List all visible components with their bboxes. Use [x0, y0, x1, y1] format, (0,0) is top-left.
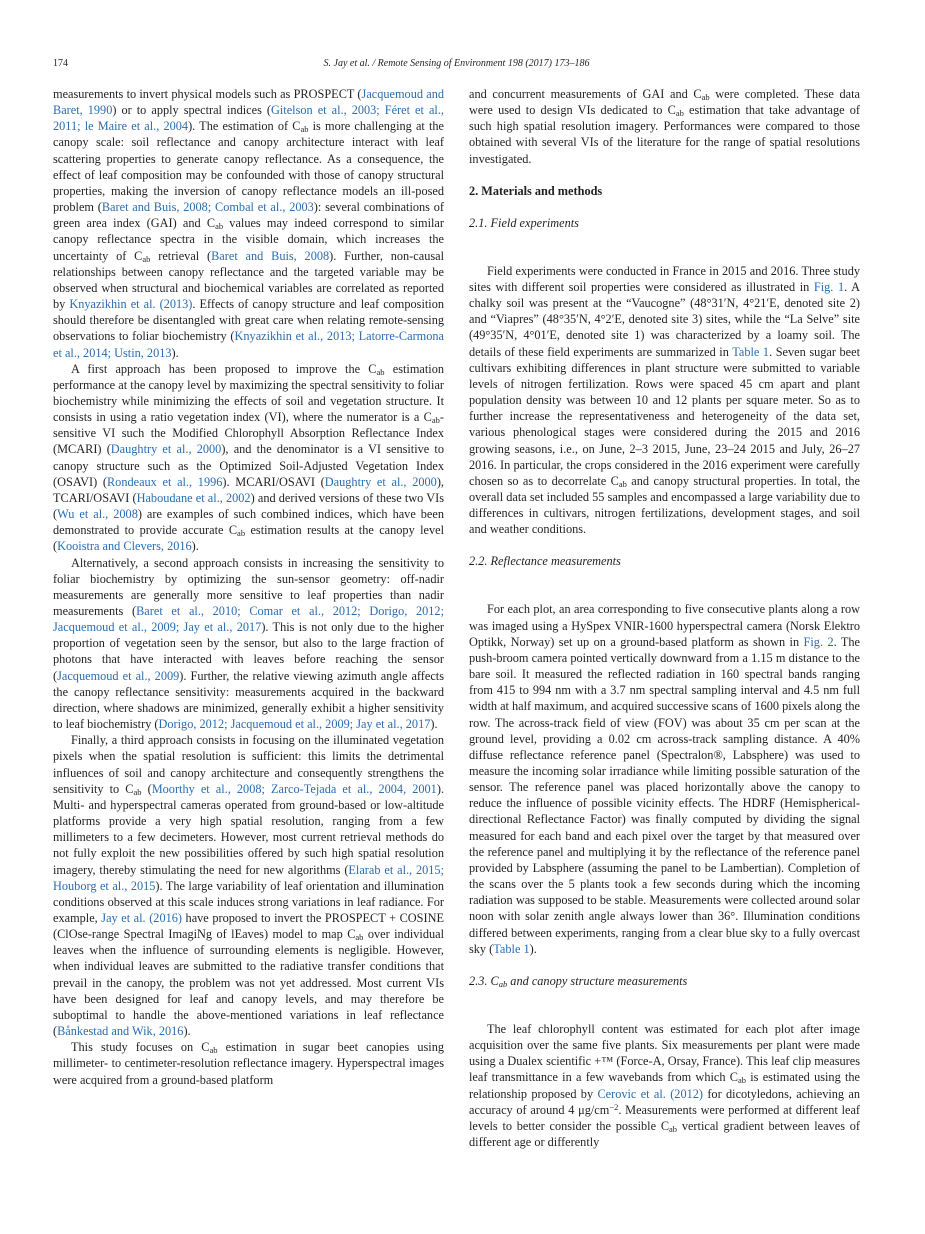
- paragraph: measurements to invert physical models such as PROSPECT (Jacquemoud and Baret, 1990) or to apply spectral indices (Gitelson et al., 2003; Féret et al., 2011; le Maire et al., 2004). The estimation of $C_{ab}$ is more challenging at the canopy scale: soil reflectance and canopy architecture interact with leaf scattering properties to generate canopy reflectance. As a consequence, the effect of leaf composition may be confounded with those of canopy structural properties, making the inversion of canopy reflectance models an ill-posed problem (Baret and Buis, 2008; Combal et al., 2003): several combinations of green area index (GAI) and $C_{ab}$ values may indeed correspond to similar canopy reflectance spectra in the visible domain, which increases the uncertainty of $C_{ab}$ retrieval (Baret and Buis, 2008). Further, non-causal relationships between canopy reflectance and the targeted variable may be observed when structural and biochemical variables are correlated as reported by Knyazikhin et al. (2013). Effects of canopy structure and leaf composition should therefore be disentangled with great care when relating remote-sensing observations to foliar biochemistry (Knyazikhin et al., 2013; Latorre-Carmona et al., 2014; Ustin, 2013).: [53, 87, 444, 360]
- table-link[interactable]: Table 1: [732, 344, 770, 359]
- citation-link[interactable]: Jacquemoud and Baret, 1990: [53, 87, 444, 118]
- figure-link[interactable]: Fig. 1: [813, 279, 845, 294]
- paragraph: and concurrent measurements of GAI and $C_{ab}$ were completed. These data were used to design VIs dedicated to $C_{ab}$ estimation that take advantage of such high spatial resolution imagery. Performances were compared to those obtained with several VIs of the literature for the range of spatial resolutions investigated.: [469, 87, 860, 166]
- page-number: 174: [53, 58, 68, 69]
- paragraph: Alternatively, a second approach consists in increasing the sensitivity to foliar biochemistry by optimizing the sun-sensor geometry: off-nadir measurements are generally more sensitive to leaf properties than nadir measurements (Baret et al., 2010; Comar et al., 2012; Dorigo, 2012; Jacquemoud et al., 2009; Jay et al., 2017). This is not only due to the higher proportion of vegetation seen by the sensor, but also to the large fraction of photons that have interacted with leaves before reaching the sensor (Jacquemoud et al., 2009). Further, the relative viewing azimuth angle affects the canopy reflectance sensitivity: measurements acquired in the backward direction, where shadows are minimized, generally exhibit a higher sensitivity to leaf biochemistry (Dorigo, 2012; Jacquemoud et al., 2009; Jay et al., 2017).: [53, 555, 444, 732]
- citation-link[interactable]: Daughtry et al., 2000: [324, 474, 437, 489]
- citation-link[interactable]: Gitelson et al., 2003; Féret et al., 2011; le Maire et al., 2004: [53, 103, 444, 134]
- citation-link[interactable]: Bånkestad and Wik, 2016: [57, 1024, 184, 1039]
- citation-link[interactable]: Knyazikhin et al., 2013; Latorre-Carmona et al., 2014; Ustin, 2013: [53, 329, 444, 360]
- citation-link[interactable]: Moorthy et al., 2008; Zarco-Tejada et al., 2004, 2001: [151, 781, 437, 796]
- table-link[interactable]: Table 1: [493, 941, 530, 956]
- citation-link[interactable]: Cerovic et al. (2012): [597, 1086, 703, 1101]
- subsection-heading: 2.3. $C_{ab}$ and canopy structure measurements: [469, 973, 688, 989]
- citation-link[interactable]: Baret et al., 2010; Comar et al., 2012; Dorigo, 2012; Jacquemoud et al., 2009; Jay et al., 2017: [53, 604, 444, 635]
- left-column: [53, 86, 444, 1088]
- citation-link[interactable]: Wu et al., 2008: [57, 507, 138, 522]
- paragraph: Field experiments were conducted in France in 2015 and 2016. Three study sites with different soil properties were considered as illustrated in Fig. 1. A chalky soil was present at the “Vaucogne” (48°31′N, 4°21′E, denoted site 2) and “Viapres” (48°35′N, 4°2′E, denoted site 3) sites, while the “La Selve” site (49°35′N, 4°01′E, denoted site 1) was characterized by a loamy soil. The details of these field experiments are summarized in Table 1. Seven sugar beet cultivars exhibiting differences in plant structure were submitted to variable levels of nitrogen fertilization. Rows were spaced 45 cm apart and plant population density was between 10 and 12 plants per square meter. So as to further increase the representativeness and heterogeneity of the data set, various phenological stages were considered during the 2015 and 2016 growing seasons, i.e., on June, 2–3 2015, June, 23–24 2015 and July, 26–27 2016. In particular, the crops considered in the 2016 experiment were carefully chosen so as to decorrelate $C_{ab}$ and canopy structural properties. In total, the overall data set included 55 samples and encompassed a large variability due to differences in cultivars, nitrogen fertilizations, development stages, and soil and weather conditions.: [469, 263, 860, 537]
- subsection-heading: 2.1. Field experiments: [469, 215, 579, 230]
- right-column: [469, 86, 860, 1150]
- paragraph: A first approach has been proposed to improve the $C_{ab}$ estimation performance at the canopy level by maximizing the spectral sensitivity to foliar biochemistry while minimizing the effects of soil and vegetation structure. It consists in using a ratio vegetation index (VI), where the numerator is a $C_{ab}$-sensitive VI such the Modified Chlorophyll Absorption Reflectance Index (MCARI) (Daughtry et al., 2000), and the denominator is a VI sensitive to canopy structure such as the Optimized Soil-Adjusted Vegetation Index (OSAVI) (Rondeaux et al., 1996). MCARI/OSAVI (Daughtry et al., 2000), TCARI/OSAVI (Haboudane et al., 2002) and derived versions of these two VIs (Wu et al., 2008) are examples of such combined indices, which have been demonstrated to provide accurate $C_{ab}$ estimation results at the canopy level (Kooistra and Clevers, 2016).: [53, 361, 445, 554]
- citation-link[interactable]: Knyazikhin et al. (2013): [69, 297, 193, 312]
- running-title: S. Jay et al. / Remote Sensing of Environment 198 (2017) 173–186: [323, 58, 590, 69]
- section-heading: 2. Materials and methods: [469, 183, 603, 198]
- citation-link[interactable]: Rondeaux et al., 1996: [106, 474, 223, 489]
- figure-link[interactable]: Fig. 2: [803, 634, 834, 649]
- page-header: [53, 57, 860, 73]
- paragraph: For each plot, an area corresponding to five consecutive plants along a row was imaged using a HySpex VNIR-1600 hyperspectral camera (Norsk Elektro Optikk, Norway) set up on a ground-based platform as shown in Fig. 2. The push-broom camera pointed vertically downward from a 1.15 m distance to the bare soil. It measured the reflected radiation in 160 spectral bands ranging from 415 to 994 nm with a 3.7 nm spectral sampling interval and 4.5 nm full width at half maximum, and acquired successive scans of 1600 pixels along the row. The across-track field of view (FOV) was about 35 cm per scan at the ground level, providing a 0.02 cm across-track sampling distance. A 40% diffuse reflectance reference panel (Spectralon®, Labsphere) was used to measure the incoming solar irradiance while limiting possible saturation of the sensor. The reference panel was placed horizontally above the canopy to reduce the influence of possible vicinity effects. The HDRF (Hemispherical-directional Reflectance Factor) was finally computed by dividing the signal measured for each band and each pixel over the target by that measured over the reference panel and multiplying it by the reflectance of the reference panel provided by Labsphere (assuming the panel to be Lambertian). Completion of the scans over the 5 plants took a few seconds during which the incoming radiation was supposed to be stable. Measurements were collected around solar noon with solar zenith angle always lower than 36°. Illumination conditions differed between experiments, ranging from a clear blue sky to a fully overcast sky (Table 1).: [469, 602, 861, 956]
- paragraph: Finally, a third approach consists in focusing on the illuminated vegetation pixels when the spatial resolution is sufficient: this limits the detrimental influences of soil and canopy architecture and consequently strengthens the sensitivity to $C_{ab}$ (Moorthy et al., 2008; Zarco-Tejada et al., 2004, 2001). Multi- and hyperspectral cameras operated from ground-based or low-altitude platforms provide a very high spatial resolution, ranging from a few millimeters to a few decimeters. However, most current retrieval methods do not fully exploit the new possibilities offered by such high spatial resolution imagery, thereby stimulating the need for new algorithms (Elarab et al., 2015; Houborg et al., 2015). The large variability of leaf orientation and illumination conditions observed at this scale induces strong variations in leaf radiance. For example, Jay et al. (2016) have proposed to invert the PROSPECT + COSINE (ClOse-range Spectral ImagiNg of lEaves) model to map $C_{ab}$ over individual leaves when the influence of surrounding elements is negligible. However, when individual leaves are submitted to the radiative transfer conditions that prevail in the canopy, the problem was not yet addressed. Most current VIs have been designed for leaf and canopy levels, and may therefore be suboptimal to handle the above-mentioned variations in leaf reflectance (Bånkestad and Wik, 2016).: [53, 733, 445, 1039]
- citation-link[interactable]: Kooistra and Clevers, 2016: [57, 539, 192, 554]
- citation-link[interactable]: Elarab et al., 2015; Houborg et al., 2015: [53, 862, 445, 893]
- paragraph: The leaf chlorophyll content was estimated for each plot after image acquisition over the same five plants. Six measurements per plant were made using a Dualex scientific +™ (Force-A, Orsay, France). This leaf clip measures leaf transmittance in a few wavebands from which $C_{ab}$ is estimated using the relationship proposed by Cerovic et al. (2012) for dicotyledons, achieving an accuracy of around 4 $\mu g/cm^{-2}$. Measurements were performed at different leaf levels to better consider the possible $C_{ab}$ vertical gradient between leaves of different age or differently: [469, 1021, 861, 1149]
- citation-link[interactable]: Jay et al. (2016): [101, 910, 182, 925]
- subsection-heading: 2.2. Reflectance measurements: [469, 554, 621, 569]
- citation-link[interactable]: Haboudane et al., 2002: [136, 490, 251, 505]
- citation-link[interactable]: Baret and Buis, 2008: [211, 248, 330, 263]
- citation-link[interactable]: Baret and Buis, 2008; Combal et al., 2003: [101, 200, 314, 215]
- citation-link[interactable]: Dorigo, 2012; Jacquemoud et al., 2009; Jay et al., 2017: [158, 717, 431, 732]
- paragraph: This study focuses on $C_{ab}$ estimation in sugar beet canopies using millimeter- to centimeter-resolution reflectance imagery. Hyperspectral images were acquired from a ground-based platform: [53, 1040, 444, 1087]
- citation-link[interactable]: Jacquemoud et al., 2009: [57, 668, 180, 683]
- citation-link[interactable]: Daughtry et al., 2000: [110, 442, 222, 457]
